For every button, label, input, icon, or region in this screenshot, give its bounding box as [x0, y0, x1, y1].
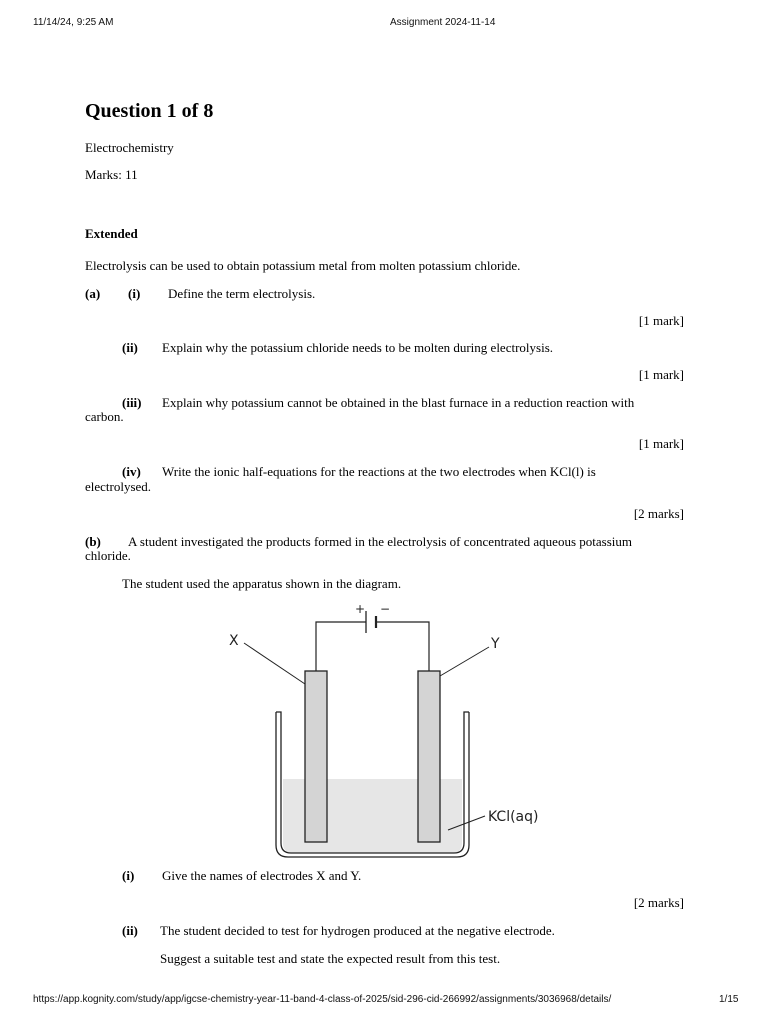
- circuit-wire: [316, 622, 366, 671]
- cell-minus-sign: −: [380, 602, 391, 616]
- question-marks: Marks: 11: [85, 167, 138, 182]
- page-number: 1/15: [719, 994, 739, 1005]
- print-document-title: Assignment 2024-11-14: [390, 17, 496, 28]
- part-b-label: (b): [85, 534, 101, 549]
- leader-y: [440, 647, 489, 676]
- part-a-ii-label: (ii): [122, 340, 138, 355]
- section-heading: Extended: [85, 226, 138, 241]
- part-a-ii-text: Explain why the potassium chloride needs to be molten during electrolysis.: [162, 340, 554, 355]
- part-b-i-label: (i): [122, 868, 135, 883]
- label-y: Y: [491, 636, 500, 652]
- part-b-text-line1: A student investigated the products formed in the electrolysis of concentrated aqueous potassium: [128, 534, 632, 549]
- part-b-apparatus-text: The student used the apparatus shown in the diagram.: [122, 576, 402, 591]
- part-b-ii-text: The student decided to test for hydrogen produced at the negative electrode.: [160, 923, 555, 938]
- part-b-i-text: Give the names of electrodes X and Y.: [162, 868, 362, 883]
- electrode-x: [305, 671, 327, 842]
- part-a-ii-marks: [1 mark]: [638, 367, 684, 382]
- part-b-ii-label: (ii): [122, 923, 138, 938]
- part-b-i-marks: [2 marks]: [633, 895, 684, 910]
- part-b-text-line2: chloride.: [85, 548, 131, 563]
- part-a-iii-text-line1: Explain why potassium cannot be obtained in the blast furnace in a reduction reaction with: [162, 395, 635, 410]
- cell-plus-sign: +: [355, 602, 366, 616]
- part-a-iv-label: (iv): [122, 464, 141, 479]
- print-url: https://app.kognity.com/study/app/igcse-chemistry-year-11-band-4-class-of-2025/sid-296-cid-266992/assignments/3036968/details/: [33, 994, 612, 1005]
- part-a-iv-marks: [2 marks]: [633, 506, 684, 521]
- part-a-label: (a): [85, 286, 101, 301]
- question-title: Question 1 of 8: [85, 100, 214, 122]
- part-a-iii-text-line2: carbon.: [85, 409, 124, 424]
- part-a-iv-text-line2: electrolysed.: [85, 479, 152, 494]
- question-intro: Electrolysis can be used to obtain potassium metal from molten potassium chloride.: [85, 258, 521, 273]
- part-a-i-marks: [1 mark]: [638, 313, 684, 328]
- question-topic: Electrochemistry: [85, 140, 174, 155]
- part-a-i-label: (i): [128, 286, 141, 301]
- part-a-iii-marks: [1 mark]: [638, 436, 684, 451]
- leader-x: [244, 643, 305, 684]
- part-a-iii-label: (iii): [122, 395, 142, 410]
- part-a-iv-text-line1: Write the ionic half-equations for the reactions at the two electrodes when KCl(l) is: [162, 464, 596, 479]
- part-a-i-text: Define the term electrolysis.: [168, 286, 316, 301]
- label-x: X: [229, 633, 239, 649]
- label-kcl-aq: KCl(aq): [488, 809, 539, 825]
- part-b-ii-text2: Suggest a suitable test and state the expected result from this test.: [160, 951, 501, 966]
- print-datetime: 11/14/24, 9:25 AM: [33, 17, 114, 28]
- electrode-y: [418, 671, 440, 842]
